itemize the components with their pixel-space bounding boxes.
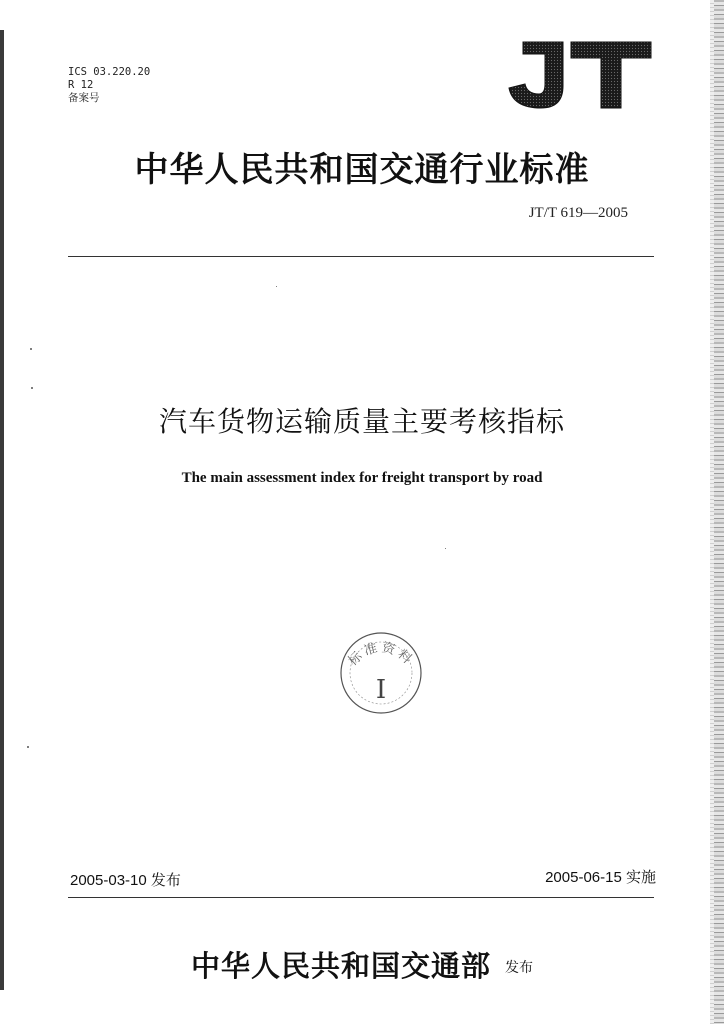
stamp-text: 标准资料: [345, 640, 417, 670]
stamp-mark: I: [375, 675, 387, 705]
scan-speck: [31, 387, 33, 389]
svg-text:标准资料: [345, 639, 417, 669]
logo-text: JT: [505, 38, 507, 39]
publisher-line: [0, 944, 724, 985]
header-divider: [68, 256, 654, 257]
scan-speck: [445, 548, 446, 549]
scan-speck: [276, 286, 277, 287]
category-code: R 12: [68, 79, 94, 91]
implementation-date: 2005-06-15 实施: [545, 869, 656, 886]
footer-divider: [68, 897, 654, 898]
scan-speck: [30, 348, 32, 350]
classification-block: [68, 66, 150, 105]
ics-code: ICS 03.220.20: [68, 66, 151, 78]
jt-logo: [505, 38, 655, 110]
record-number-label: 备案号: [68, 92, 100, 104]
publisher-name: 中华人民共和国交通部: [190, 949, 491, 983]
standard-type-title: 中华人民共和国交通行业标准: [134, 150, 590, 190]
standard-code: JT/T 619—2005: [528, 205, 628, 221]
document-title-en: The main assessment index for freight transport by road: [181, 470, 543, 486]
issue-date: 2005-03-10 发布: [70, 872, 181, 889]
scan-speck: [27, 746, 29, 748]
library-stamp: [336, 628, 426, 718]
document-title-cn: 汽车货物运输质量主要考核指标: [158, 405, 565, 438]
publish-label: 发布: [505, 960, 533, 976]
